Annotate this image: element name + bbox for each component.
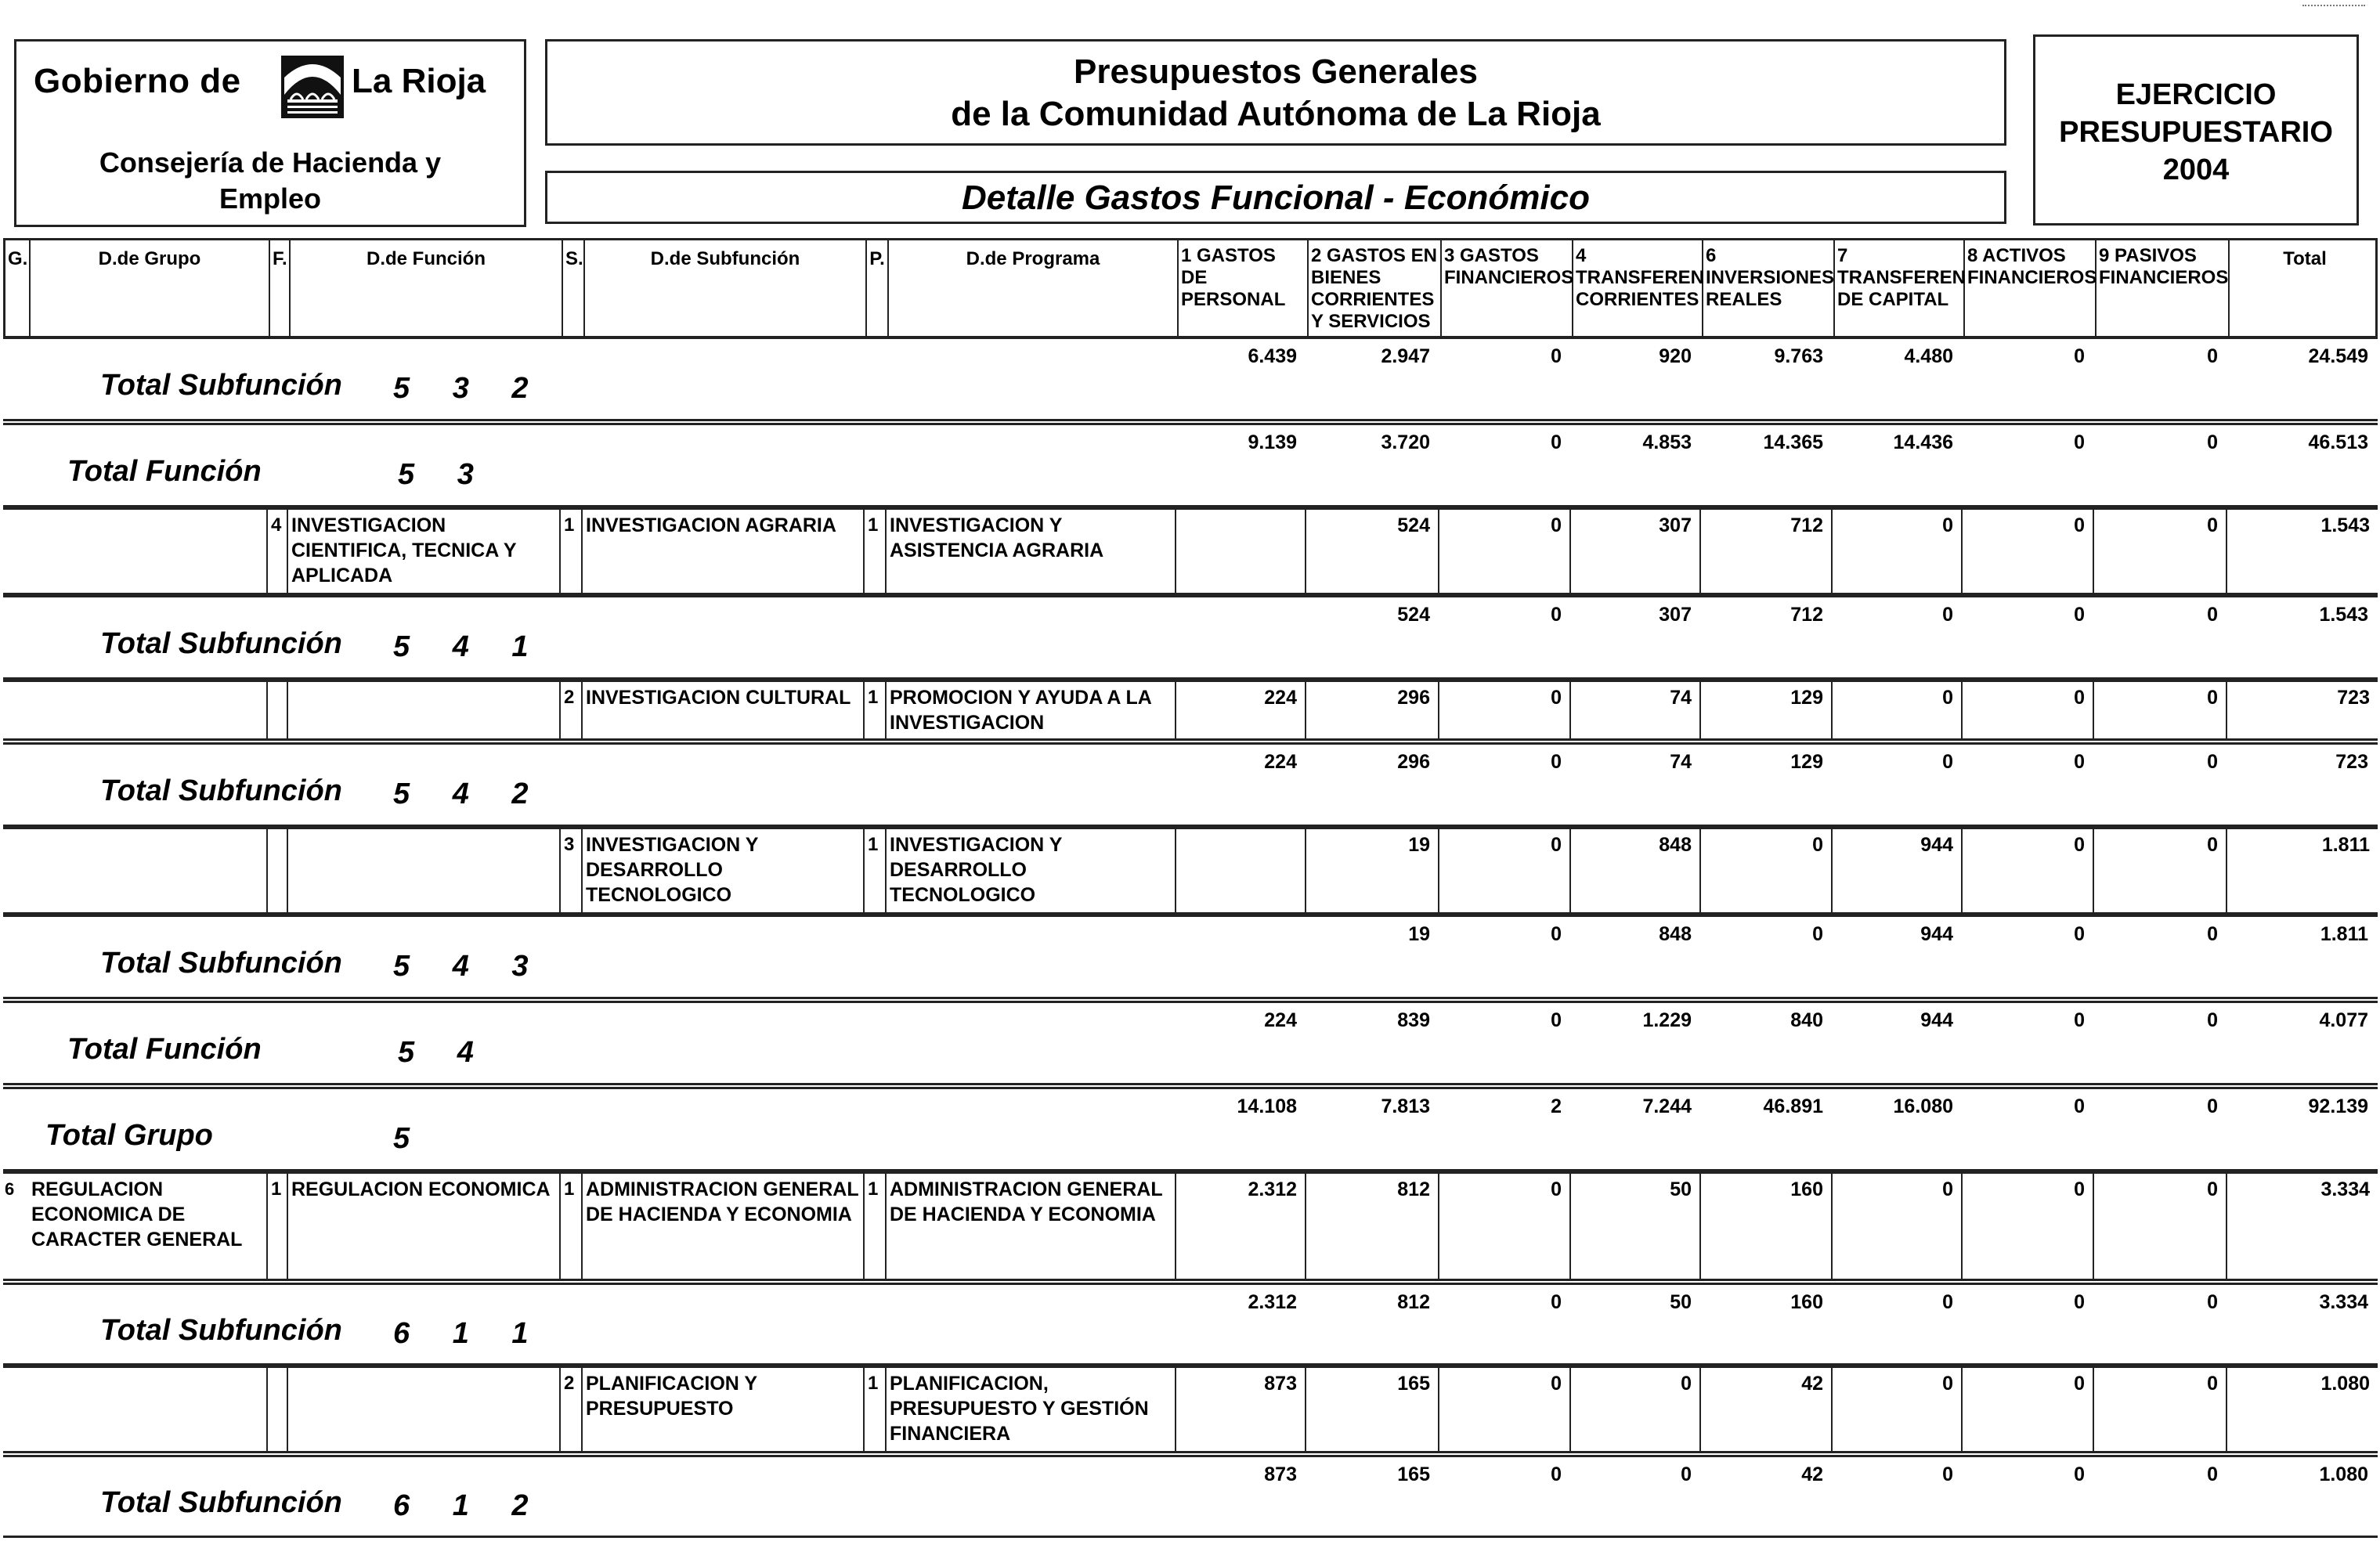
cell-grupo xyxy=(28,829,268,912)
gov-region: La Rioja xyxy=(352,62,486,100)
cell-s: 3 xyxy=(561,829,583,912)
total-v4: 4.853 xyxy=(1642,431,1692,453)
total-v6: 0 xyxy=(1812,923,1823,945)
total-v3: 0 xyxy=(1551,1009,1562,1031)
table-row xyxy=(3,1366,2378,1453)
total-v9: 0 xyxy=(2207,431,2218,453)
cell-v8: 0 xyxy=(1963,682,2094,738)
table-row xyxy=(3,827,2378,915)
total-label: Total Función xyxy=(67,1033,262,1066)
total-label: Total Subfunción xyxy=(100,627,342,660)
gov-prefix: Gobierno de xyxy=(34,62,241,100)
total-v6: 14.365 xyxy=(1763,431,1823,453)
total-v6: 160 xyxy=(1790,1291,1823,1313)
total-v9: 0 xyxy=(2207,1009,2218,1031)
table-row xyxy=(3,680,2378,741)
cell-p: 1 xyxy=(865,510,887,593)
cell-v7: 0 xyxy=(1833,510,1963,593)
total-v3: 0 xyxy=(1551,345,1562,367)
total-v2: 524 xyxy=(1397,604,1430,626)
total-v9: 0 xyxy=(2207,923,2218,945)
column-header-v2: 2 GASTOS EN BIENES CORRIENTES Y SERVICIOS xyxy=(1309,240,1442,336)
total-v2: 165 xyxy=(1397,1463,1430,1485)
cell-funcion xyxy=(288,829,561,912)
column-header-v9: 9 PASIVOS FINANCIEROS xyxy=(2096,240,2230,336)
total-v4: 307 xyxy=(1659,604,1692,626)
total-total: 46.513 xyxy=(2308,431,2368,453)
total-v7: 14.436 xyxy=(1893,431,1953,453)
cell-grupo xyxy=(28,510,268,593)
cell-v8: 0 xyxy=(1963,510,2094,593)
total-v8: 0 xyxy=(2074,345,2085,367)
column-header-total: Total xyxy=(2283,248,2327,269)
total-row xyxy=(3,915,2378,999)
cell-v7: 944 xyxy=(1833,829,1963,912)
cell-grupo: REGULACION ECONOMICA DE CARACTER GENERAL xyxy=(28,1174,268,1279)
total-label: Total Subfunción xyxy=(100,1486,342,1519)
la-rioja-logo-icon xyxy=(280,54,345,120)
total-v3: 0 xyxy=(1551,923,1562,945)
total-row xyxy=(3,1001,2378,1085)
total-v8: 0 xyxy=(2074,431,2085,453)
total-v2: 839 xyxy=(1397,1009,1430,1031)
cell-p: 1 xyxy=(865,829,887,912)
total-v3: 0 xyxy=(1551,1291,1562,1313)
cell-programa: ADMINISTRACION GENERAL DE HACIENDA Y ECONOMIA xyxy=(887,1174,1176,1279)
cell-subfuncion: INVESTIGACION Y DESARROLLO TECNOLOGICO xyxy=(583,829,865,912)
cell-v7: 0 xyxy=(1833,1174,1963,1279)
total-row xyxy=(3,423,2378,507)
cell-v7: 0 xyxy=(1833,682,1963,738)
total-v1: 14.108 xyxy=(1237,1095,1297,1117)
total-v2: 7.813 xyxy=(1381,1095,1430,1117)
cell-v8: 0 xyxy=(1963,1368,2094,1451)
cell-programa: INVESTIGACION Y ASISTENCIA AGRARIA xyxy=(887,510,1176,593)
title-box xyxy=(545,39,2006,146)
total-v8: 0 xyxy=(2074,923,2085,945)
column-header-grupo: D.de Grupo xyxy=(31,240,270,336)
total-v7: 16.080 xyxy=(1893,1095,1953,1117)
cell-p: 1 xyxy=(865,1368,887,1451)
cell-v6: 712 xyxy=(1701,510,1833,593)
total-v4: 920 xyxy=(1659,345,1692,367)
cell-v3: 0 xyxy=(1439,1368,1571,1451)
total-label: Total Subfunción xyxy=(100,369,342,402)
total-v6: 9.763 xyxy=(1774,345,1823,367)
cell-g xyxy=(3,1368,28,1451)
column-header-subfuncion: D.de Subfunción xyxy=(585,240,867,336)
page-title-line2: de la Comunidad Autónoma de La Rioja xyxy=(951,95,1601,133)
total-code: 5 4 3 xyxy=(393,950,546,983)
cell-v3: 0 xyxy=(1439,510,1571,593)
cell-grupo xyxy=(28,682,268,738)
scan-artifact xyxy=(2302,5,2365,9)
total-label: Total Subfunción xyxy=(100,1314,342,1347)
cell-v6: 160 xyxy=(1701,1174,1833,1279)
cell-subfuncion: ADMINISTRACION GENERAL DE HACIENDA Y ECONOMIA xyxy=(583,1174,865,1279)
cell-v2: 812 xyxy=(1306,1174,1439,1279)
column-header-v7: 7 TRANSFEREN DE CAPITAL xyxy=(1835,240,1965,336)
total-row xyxy=(3,742,2378,827)
total-code: 5 3 2 xyxy=(393,372,546,405)
total-v8: 0 xyxy=(2074,1095,2085,1117)
cell-s: 2 xyxy=(561,682,583,738)
total-v9: 0 xyxy=(2207,1095,2218,1117)
total-v1: 224 xyxy=(1264,751,1297,773)
cell-v3: 0 xyxy=(1439,829,1571,912)
cell-v3: 0 xyxy=(1439,1174,1571,1279)
cell-v3: 0 xyxy=(1439,682,1571,738)
government-box xyxy=(14,39,526,227)
total-v8: 0 xyxy=(2074,751,2085,773)
column-header-f: F. xyxy=(270,240,291,336)
total-total: 723 xyxy=(2335,751,2368,773)
column-header-v3: 3 GASTOS FINANCIEROS xyxy=(1442,240,1573,336)
cell-g xyxy=(3,829,28,912)
total-v6: 46.891 xyxy=(1763,1095,1823,1117)
cell-total: 723 xyxy=(2337,687,2370,709)
table-row xyxy=(3,1171,2378,1281)
cell-v4: 848 xyxy=(1571,829,1701,912)
total-v2: 296 xyxy=(1397,751,1430,773)
total-v4: 7.244 xyxy=(1642,1095,1692,1117)
cell-programa: PLANIFICACION, PRESUPUESTO Y GESTIÓN FINANCIERA xyxy=(887,1368,1176,1451)
total-v9: 0 xyxy=(2207,604,2218,626)
cell-funcion: INVESTIGACION CIENTIFICA, TECNICA Y APLICADA xyxy=(288,510,561,593)
total-v9: 0 xyxy=(2207,345,2218,367)
cell-p: 1 xyxy=(865,1174,887,1279)
total-v8: 0 xyxy=(2074,604,2085,626)
cell-g xyxy=(3,682,28,738)
page-title-line1: Presupuestos Generales xyxy=(1073,52,1478,91)
cell-total: 1.080 xyxy=(2320,1373,2370,1395)
cell-grupo xyxy=(28,1368,268,1451)
total-v6: 42 xyxy=(1801,1463,1823,1485)
table-row xyxy=(3,507,2378,595)
total-v7: 944 xyxy=(1920,923,1953,945)
cell-v9: 0 xyxy=(2094,510,2227,593)
column-header-v4: 4 TRANSFEREN CORRIENTES xyxy=(1573,240,1703,336)
cell-subfuncion: INVESTIGACION CULTURAL xyxy=(583,682,865,738)
total-v1: 2.312 xyxy=(1248,1291,1297,1313)
total-v4: 74 xyxy=(1670,751,1692,773)
cell-f xyxy=(268,682,288,738)
total-v1: 9.139 xyxy=(1248,431,1297,453)
cell-v6: 129 xyxy=(1701,682,1833,738)
cell-subfuncion: INVESTIGACION AGRARIA xyxy=(583,510,865,593)
cell-f xyxy=(268,1368,288,1451)
total-total: 1.811 xyxy=(2320,923,2368,945)
cell-programa: PROMOCION Y AYUDA A LA INVESTIGACION xyxy=(887,682,1176,738)
cell-s: 1 xyxy=(561,510,583,593)
cell-funcion xyxy=(288,1368,561,1451)
cell-v9: 0 xyxy=(2094,1174,2227,1279)
fiscal-year-box xyxy=(2033,34,2359,226)
total-v7: 0 xyxy=(1942,604,1953,626)
page-subtitle: Detalle Gastos Funcional - Económico xyxy=(962,179,1590,217)
cell-p: 1 xyxy=(865,682,887,738)
total-v7: 944 xyxy=(1920,1009,1953,1031)
total-v9: 0 xyxy=(2207,1291,2218,1313)
total-code: 5 4 xyxy=(398,1036,491,1069)
total-v3: 0 xyxy=(1551,1463,1562,1485)
cell-funcion xyxy=(288,682,561,738)
fiscal-year: 2004 xyxy=(2162,153,2230,186)
cell-total: 1.543 xyxy=(2320,514,2370,536)
total-total: 3.334 xyxy=(2319,1291,2368,1313)
cell-v9: 0 xyxy=(2094,1368,2227,1451)
column-header-funcion: D.de Función xyxy=(291,240,563,336)
total-code: 5 4 2 xyxy=(393,778,546,810)
column-header-v6: 6 INVERSIONES REALES xyxy=(1703,240,1835,336)
cell-v2: 165 xyxy=(1306,1368,1439,1451)
cell-g xyxy=(3,510,28,593)
total-v8: 0 xyxy=(2074,1463,2085,1485)
cell-v2: 524 xyxy=(1306,510,1439,593)
total-v9: 0 xyxy=(2207,1463,2218,1485)
total-label: Total Función xyxy=(67,455,262,488)
fiscal-year-label-1: EJERCICIO xyxy=(2115,78,2277,111)
cell-v4: 0 xyxy=(1571,1368,1701,1451)
column-header-g: G. xyxy=(5,240,31,336)
column-header-s: S. xyxy=(563,240,585,336)
total-code: 5 3 xyxy=(398,458,491,491)
cell-subfuncion: PLANIFICACION Y PRESUPUESTO xyxy=(583,1368,865,1451)
cell-total: 3.334 xyxy=(2320,1178,2370,1200)
column-header-p: P. xyxy=(867,240,889,336)
total-v9: 0 xyxy=(2207,751,2218,773)
total-label: Total Subfunción xyxy=(100,774,342,807)
total-total: 1.543 xyxy=(2319,604,2368,626)
cell-v4: 50 xyxy=(1571,1174,1701,1279)
total-code: 6 1 2 xyxy=(393,1489,546,1522)
cell-v9: 0 xyxy=(2094,829,2227,912)
cell-v1: 2.312 xyxy=(1176,1174,1306,1279)
total-v7: 0 xyxy=(1942,751,1953,773)
total-row xyxy=(3,595,2378,680)
cell-v7: 0 xyxy=(1833,1368,1963,1451)
total-code: 6 1 1 xyxy=(393,1317,546,1350)
total-v7: 0 xyxy=(1942,1463,1953,1485)
total-v6: 129 xyxy=(1790,751,1823,773)
cell-s: 2 xyxy=(561,1368,583,1451)
cell-total: 1.811 xyxy=(2321,834,2370,856)
total-v3: 0 xyxy=(1551,431,1562,453)
cell-s: 1 xyxy=(561,1174,583,1279)
total-code: 5 4 1 xyxy=(393,630,546,663)
column-header-programa: D.de Programa xyxy=(889,240,1179,336)
total-row xyxy=(3,1283,2378,1366)
cell-v6: 42 xyxy=(1701,1368,1833,1451)
total-v7: 4.480 xyxy=(1904,345,1953,367)
total-v3: 2 xyxy=(1551,1095,1562,1117)
total-v2: 19 xyxy=(1408,923,1430,945)
total-total: 1.080 xyxy=(2319,1463,2368,1485)
total-v7: 0 xyxy=(1942,1291,1953,1313)
cell-v6: 0 xyxy=(1701,829,1833,912)
total-total: 92.139 xyxy=(2308,1095,2368,1117)
cell-funcion: REGULACION ECONOMICA xyxy=(288,1174,561,1279)
cell-programa: INVESTIGACION Y DESARROLLO TECNOLOGICO xyxy=(887,829,1176,912)
total-v2: 812 xyxy=(1397,1291,1430,1313)
total-row xyxy=(3,1087,2378,1171)
fiscal-year-label-2: PRESUPUESTARIO xyxy=(2059,116,2333,149)
cell-v4: 74 xyxy=(1571,682,1701,738)
total-v8: 0 xyxy=(2074,1009,2085,1031)
column-header-v8: 8 ACTIVOS FINANCIEROS xyxy=(1965,240,2096,336)
total-label: Total Grupo xyxy=(45,1119,213,1152)
total-label: Total Subfunción xyxy=(100,947,342,980)
total-v6: 712 xyxy=(1790,604,1823,626)
subtitle-box xyxy=(545,171,2006,224)
cell-v8: 0 xyxy=(1963,1174,2094,1279)
cell-v1: 873 xyxy=(1176,1368,1306,1451)
total-row xyxy=(3,1455,2378,1538)
cell-f: 1 xyxy=(268,1174,288,1279)
total-total: 24.549 xyxy=(2308,345,2368,367)
total-v4: 848 xyxy=(1659,923,1692,945)
total-v1: 873 xyxy=(1264,1463,1297,1485)
cell-g: 6 xyxy=(5,1179,15,1199)
total-code: 5 xyxy=(393,1122,428,1155)
cell-v1: 224 xyxy=(1176,682,1306,738)
cell-f: 4 xyxy=(268,510,288,593)
total-v1: 6.439 xyxy=(1248,345,1297,367)
total-v4: 0 xyxy=(1681,1463,1692,1485)
column-header-v1: 1 GASTOS DE PERSONAL xyxy=(1179,240,1309,336)
cell-v2: 296 xyxy=(1306,682,1439,738)
total-total: 4.077 xyxy=(2319,1009,2368,1031)
total-v8: 0 xyxy=(2074,1291,2085,1313)
cell-f xyxy=(268,829,288,912)
total-v4: 50 xyxy=(1670,1291,1692,1313)
total-v3: 0 xyxy=(1551,604,1562,626)
total-v2: 3.720 xyxy=(1381,431,1430,453)
total-v6: 840 xyxy=(1790,1009,1823,1031)
column-header xyxy=(3,238,2378,338)
gov-department: Consejería de Hacienda y Empleo xyxy=(99,146,442,215)
total-v2: 2.947 xyxy=(1381,345,1430,367)
cell-v1 xyxy=(1176,510,1306,593)
total-row xyxy=(3,337,2378,421)
total-v4: 1.229 xyxy=(1642,1009,1692,1031)
total-v3: 0 xyxy=(1551,751,1562,773)
cell-v8: 0 xyxy=(1963,829,2094,912)
cell-v1 xyxy=(1176,829,1306,912)
cell-v9: 0 xyxy=(2094,682,2227,738)
total-v1: 224 xyxy=(1264,1009,1297,1031)
cell-v2: 19 xyxy=(1306,829,1439,912)
cell-v4: 307 xyxy=(1571,510,1701,593)
